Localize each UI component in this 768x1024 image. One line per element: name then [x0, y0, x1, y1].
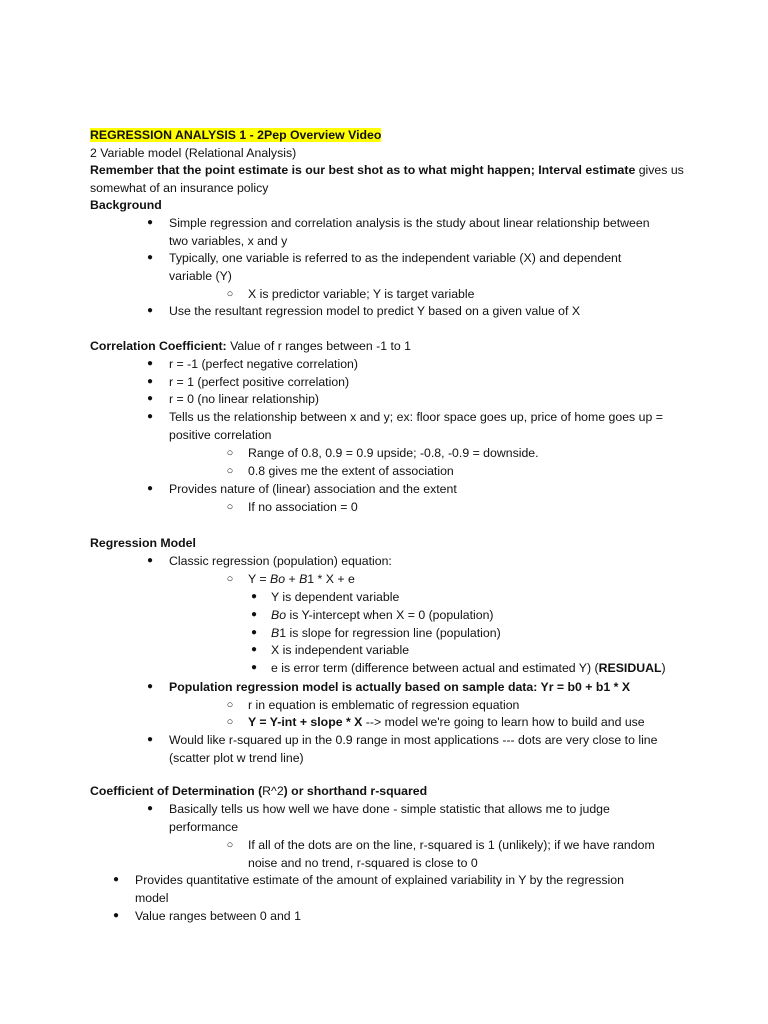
remember-text-c: is our best shot as to what might happen; [288, 163, 539, 177]
regression-subitem-2-text: --> model we're going to learn how to build and use [362, 715, 645, 729]
bullet-icon: ● [146, 358, 154, 369]
bullet-icon: ● [146, 803, 154, 814]
determination-heading [90, 783, 427, 799]
equation-part: Y = [248, 572, 270, 586]
determination-subitem-cont: noise and no trend, r-squared is close to 0 [248, 856, 478, 870]
equation-item-2 [271, 607, 494, 623]
background-item-2: Typically, one variable is referred to as the independent variable (X) and dependent [169, 251, 622, 265]
equation-item-2-text: is Y-intercept when X = 0 (population) [286, 608, 494, 622]
equation-item-5-bold: RESIDUAL [598, 661, 662, 675]
determination-item-3: Value ranges between 0 and 1 [135, 909, 301, 923]
regression-model-heading: Regression Model [90, 536, 196, 550]
circle-bullet-icon: ○ [226, 501, 234, 513]
bullet-icon: ● [146, 555, 154, 566]
correlation-subitem-2: 0.8 gives me the extent of association [248, 464, 454, 478]
regression-subitem-1: r in equation is emblematic of regression equation [248, 698, 520, 712]
correlation-heading-rest: Value of r ranges between -1 to 1 [226, 339, 411, 353]
background-subitem: X is predictor variable; Y is target variable [248, 287, 475, 301]
determination-item-2: Provides quantitative estimate of the amount of explained variability in Y by the regression [135, 873, 624, 887]
equation-item-5-end: ) [661, 661, 666, 675]
determination-item-1-cont: performance [169, 820, 239, 834]
subtitle-line: 2 Variable model (Relational Analysis) [90, 146, 297, 160]
determination-heading-mid: R^2 [262, 784, 284, 798]
background-item-1-cont: two variables, x and y [169, 234, 288, 248]
remember-text-e: gives us [635, 163, 684, 177]
regression-subitem-2-formula: Y = Y-int + slope * X [248, 715, 363, 729]
equation-part: 1 * X + e [307, 572, 355, 586]
remember-text-d: Interval estimate [538, 163, 636, 177]
correlation-item-1: r = -1 (perfect negative correlation) [169, 357, 358, 371]
correlation-heading [90, 338, 411, 354]
regression-item-2-formula: Yr = b0 + b1 * X [540, 680, 631, 694]
circle-bullet-icon: ○ [226, 465, 234, 477]
remember-line-cont: somewhat of an insurance policy [90, 181, 269, 195]
circle-bullet-icon: ○ [226, 699, 234, 711]
bullet-icon: ● [146, 483, 154, 494]
equation-item-5 [271, 660, 666, 676]
circle-bullet-icon: ○ [226, 288, 234, 300]
correlation-item-4-cont: positive correlation [169, 428, 272, 442]
determination-item-1: Basically tells us how well we have done - simple statistic that allows me to judge [169, 802, 610, 816]
remember-text-b: point estimate [204, 163, 289, 177]
background-item-3: Use the resultant regression model to predict Y based on a given value of X [169, 304, 581, 318]
regression-subitem-2 [248, 714, 645, 730]
background-item-1: Simple regression and correlation analysis is the study about linear relationship between [169, 216, 650, 230]
equation-part: Bo [270, 572, 286, 586]
equation-item-3-symbol: B [271, 626, 280, 640]
background-heading: Background [90, 198, 162, 212]
equation-part: + [285, 572, 300, 586]
regression-equation [248, 571, 355, 587]
circle-bullet-icon: ○ [226, 573, 234, 585]
determination-subitem: If all of the dots are on the line, r-squared is 1 (unlikely); if we have random [248, 838, 655, 852]
bullet-icon: ● [146, 217, 154, 228]
background-item-2-cont: variable (Y) [169, 269, 232, 283]
remember-line [90, 162, 684, 178]
determination-heading-a: Coefficient of Determination ( [90, 784, 263, 798]
equation-item-3 [271, 625, 501, 641]
bullet-icon: ● [146, 252, 154, 263]
equation-item-3-text: 1 is slope for regression line (population) [279, 626, 501, 640]
regression-item-2 [169, 679, 630, 695]
correlation-subitem-3: If no association = 0 [248, 500, 358, 514]
regression-item-1: Classic regression (population) equation: [169, 554, 392, 568]
remember-text-a: Remember that the [90, 163, 205, 177]
regression-item-2-text: Population regression model is actually based on sample data: [169, 680, 541, 694]
circle-bullet-icon: ○ [226, 716, 234, 728]
circle-bullet-icon: ○ [226, 839, 234, 851]
bullet-icon: ● [146, 734, 154, 745]
correlation-item-3: r = 0 (no linear relationship) [169, 392, 320, 406]
correlation-item-5: Provides nature of (linear) association and the extent [169, 482, 457, 496]
correlation-item-2: r = 1 (perfect positive correlation) [169, 375, 350, 389]
determination-item-2-cont: model [135, 891, 169, 905]
bullet-icon: ● [146, 681, 154, 692]
page-title [90, 127, 381, 143]
bullet-icon: ● [112, 874, 120, 885]
bullet-icon: ● [146, 376, 154, 387]
bullet-icon: ● [146, 411, 154, 422]
correlation-subitem-1: Range of 0.8, 0.9 = 0.9 upside; -0.8, -0.9 = downside. [248, 446, 539, 460]
equation-item-1: Y is dependent variable [271, 590, 400, 604]
bullet-icon: ● [250, 591, 258, 602]
circle-bullet-icon: ○ [226, 447, 234, 459]
bullet-icon: ● [146, 393, 154, 404]
equation-item-5-text: e is error term (difference between actual and estimated Y) ( [271, 661, 599, 675]
correlation-heading-bold: Correlation Coefficient: [90, 339, 227, 353]
bullet-icon: ● [250, 609, 258, 620]
bullet-icon: ● [250, 627, 258, 638]
equation-item-4: X is independent variable [271, 643, 410, 657]
title-highlight: REGRESSION ANALYSIS 1 - 2Pep Overview Video [90, 128, 382, 142]
regression-item-3-cont: (scatter plot w trend line) [169, 751, 304, 765]
regression-item-3: Would like r-squared up in the 0.9 range in most applications --- dots are very close to line [169, 733, 658, 747]
bullet-icon: ● [250, 644, 258, 655]
determination-heading-b: ) or shorthand r-squared [283, 784, 428, 798]
bullet-icon: ● [146, 305, 154, 316]
correlation-item-4: Tells us the relationship between x and y; ex: floor space goes up, price of home goes up = [169, 410, 663, 424]
equation-part: B [299, 572, 308, 586]
equation-item-2-symbol: Bo [271, 608, 287, 622]
bullet-icon: ● [250, 662, 258, 673]
bullet-icon: ● [112, 910, 120, 921]
